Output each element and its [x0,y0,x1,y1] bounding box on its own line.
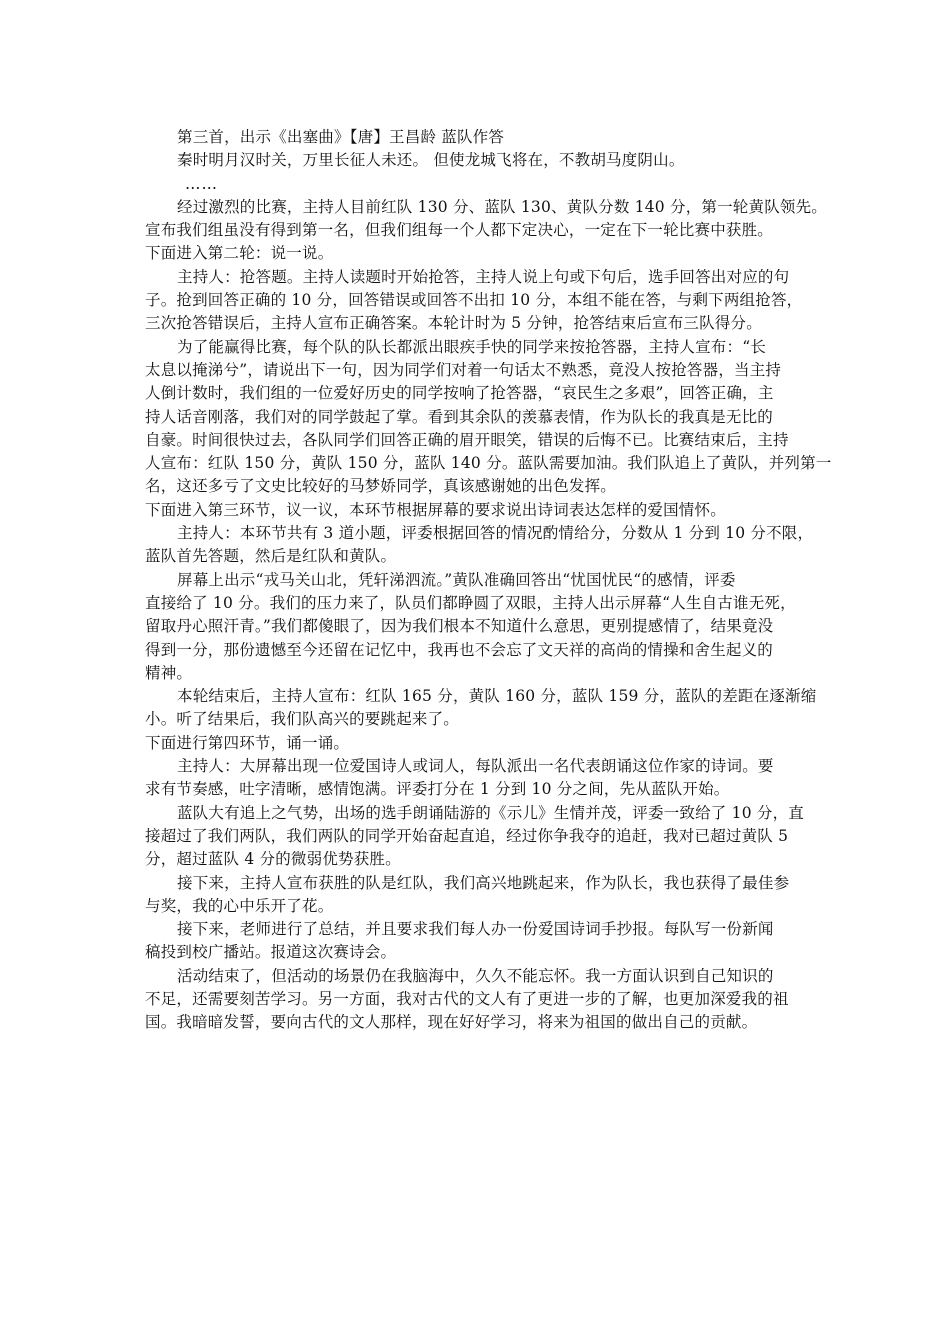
text-line: 留取丹心照汗青。”我们都傻眼了，因为我们根本不知道什么意思，更别提感情了，结果竟没 [145,617,774,636]
text-line: 下面进入第三环节，议一议，本环节根据屏幕的要求说出诗词表达怎样的爱国情怀。 [145,500,726,519]
text-line: 接超过了我们两队，我们两队的同学开始奋起直追，经过你争我夺的追赶，我对已超过黄队 5 [145,826,789,845]
text-line: 求有节奏感，吐字清晰，感情饱满。评委打分在 1 分到 10 分之间，先从蓝队开始。 [145,780,730,799]
text-line: 分，超过蓝队 4 分的微弱优势获胜。 [145,850,401,869]
text-line: 自豪。时间很快过去，各队同学们回答正确的眉开眼笑，错误的后悔不已。比赛结束后，主持 [145,430,789,449]
text-line: 主持人：抢答题。主持人读题时开始抢答，主持人说上句或下句后，选手回答出对应的句 [177,267,790,286]
text-line: 为了能赢得比赛，每个队的队长都派出眼疾手快的同学来按抢答器，主持人宣布：“长 [177,337,767,356]
text-line: 主持人：大屏幕出现一位爱国诗人或词人，每队派出一名代表朗诵这位作家的诗词。要 [177,757,774,776]
text-line: 接下来，主持人宣布获胜的队是红队，我们高兴地跳起来，作为队长，我也获得了最佳参 [177,873,790,892]
text-line: 与奖，我的心中乐开了花。 [145,896,334,915]
text-line: 不足，还需要刻苦学习。另一方面，我对古代的文人有了更进一步的了解，也更加深爱我的祖 [145,989,789,1008]
text-line: 经过激烈的比赛，主持人目前红队 130 分、蓝队 130、黄队分数 140 分，第一轮黄队领先。 [177,197,827,216]
text-line: 直接给了 10 分。我们的压力来了，队员们都睁圆了双眼，主持人出示屏幕“人生自古谁无死， [145,593,796,612]
text-line: 下面进行第四环节，诵一诵。 [145,733,350,752]
text-line: 三次抢答错误后，主持人宣布正确答案。本轮计时为 5 分钟，抢答结束后宣布三队得分。 [145,314,762,333]
text-line: 接下来，老师进行了总结，并且要求我们每人办一份爱国诗词手抄报。每队写一份新闻 [177,920,774,939]
text-line: 屏幕上出示“戎马关山北，凭轩涕泗流。”黄队准确回答出“忧国忧民“的感情，评委 [177,570,736,589]
text-line: 得到一分，那份遗憾至今还留在记忆中，我再也不会忘了文天祥的高尚的情操和舍生起义的 [145,640,774,659]
text-line: 蓝队大有追上之气势，出场的选手朗诵陆游的《示儿》生情并茂，评委一致给了 10 分，直 [177,803,804,822]
text-line: 宣布我们组虽没有得到第一名，但我们组每一个人都下定决心，一定在下一轮比赛中获胜。 [145,221,774,240]
text-line: 蓝队首先答题，然后是红队和黄队。 [145,547,397,566]
document-body [145,126,832,1035]
text-line: 小。听了结果后，我们队高兴的要跳起来了。 [145,710,460,729]
text-line: 名，这还多亏了文史比较好的马梦娇同学，真该感谢她的出色发挥。 [145,477,617,496]
text-line: 活动结束了，但活动的场景仍在我脑海中，久久不能忘怀。我一方面认识到自己知识的 [177,966,774,985]
text-line: 国。我暗暗发誓，要向古代的文人那样，现在好好学习，将来为祖国的做出自己的贡献。 [145,1013,758,1032]
text-line: 太息以掩涕兮”，请说出下一句，因为同学们对着一句话太不熟悉，竟没人按抢答器，当主持 [145,360,782,379]
ellipsis-line: …… [185,174,218,193]
text-line: 秦时明月汉时关，万里长征人未还。 但使龙城飞将在，不教胡马度阴山。 [177,151,685,170]
text-line: 人宣布：红队 150 分，黄队 150 分，蓝队 140 分。蓝队需要加油。我们队追上了黄队，并列第一 [145,454,832,473]
text-line: 精神。 [145,663,193,682]
text-line: 下面进入第二轮：说一说。 [145,244,334,263]
text-line: 第三首，出示《出塞曲》【唐】王昌龄 蓝队作答 [177,128,505,146]
text-line: 稿投到校广播站。报道这次赛诗会。 [145,943,397,962]
text-line: 持人话音刚落，我们对的同学鼓起了掌。看到其余队的羡慕表情，作为队长的我真是无比的 [145,407,774,426]
text-line: 本轮结束后，主持人宣布：红队 165 分，黄队 160 分，蓝队 159 分，蓝队的差距在逐渐缩 [177,687,817,706]
text-line: 人倒计数时，我们组的一位爱好历史的同学按响了抢答器，“哀民生之多艰”，回答正确，主 [145,384,774,403]
text-line: 子。抢到回答正确的 10 分，回答错误或回答不出扣 10 分，本组不能在答，与剩下两组抢答， [145,291,803,310]
text-line: 主持人：本环节共有 3 道小题，评委根据回答的情况酌情给分，分数从 1 分到 10 分不限， [177,524,814,543]
